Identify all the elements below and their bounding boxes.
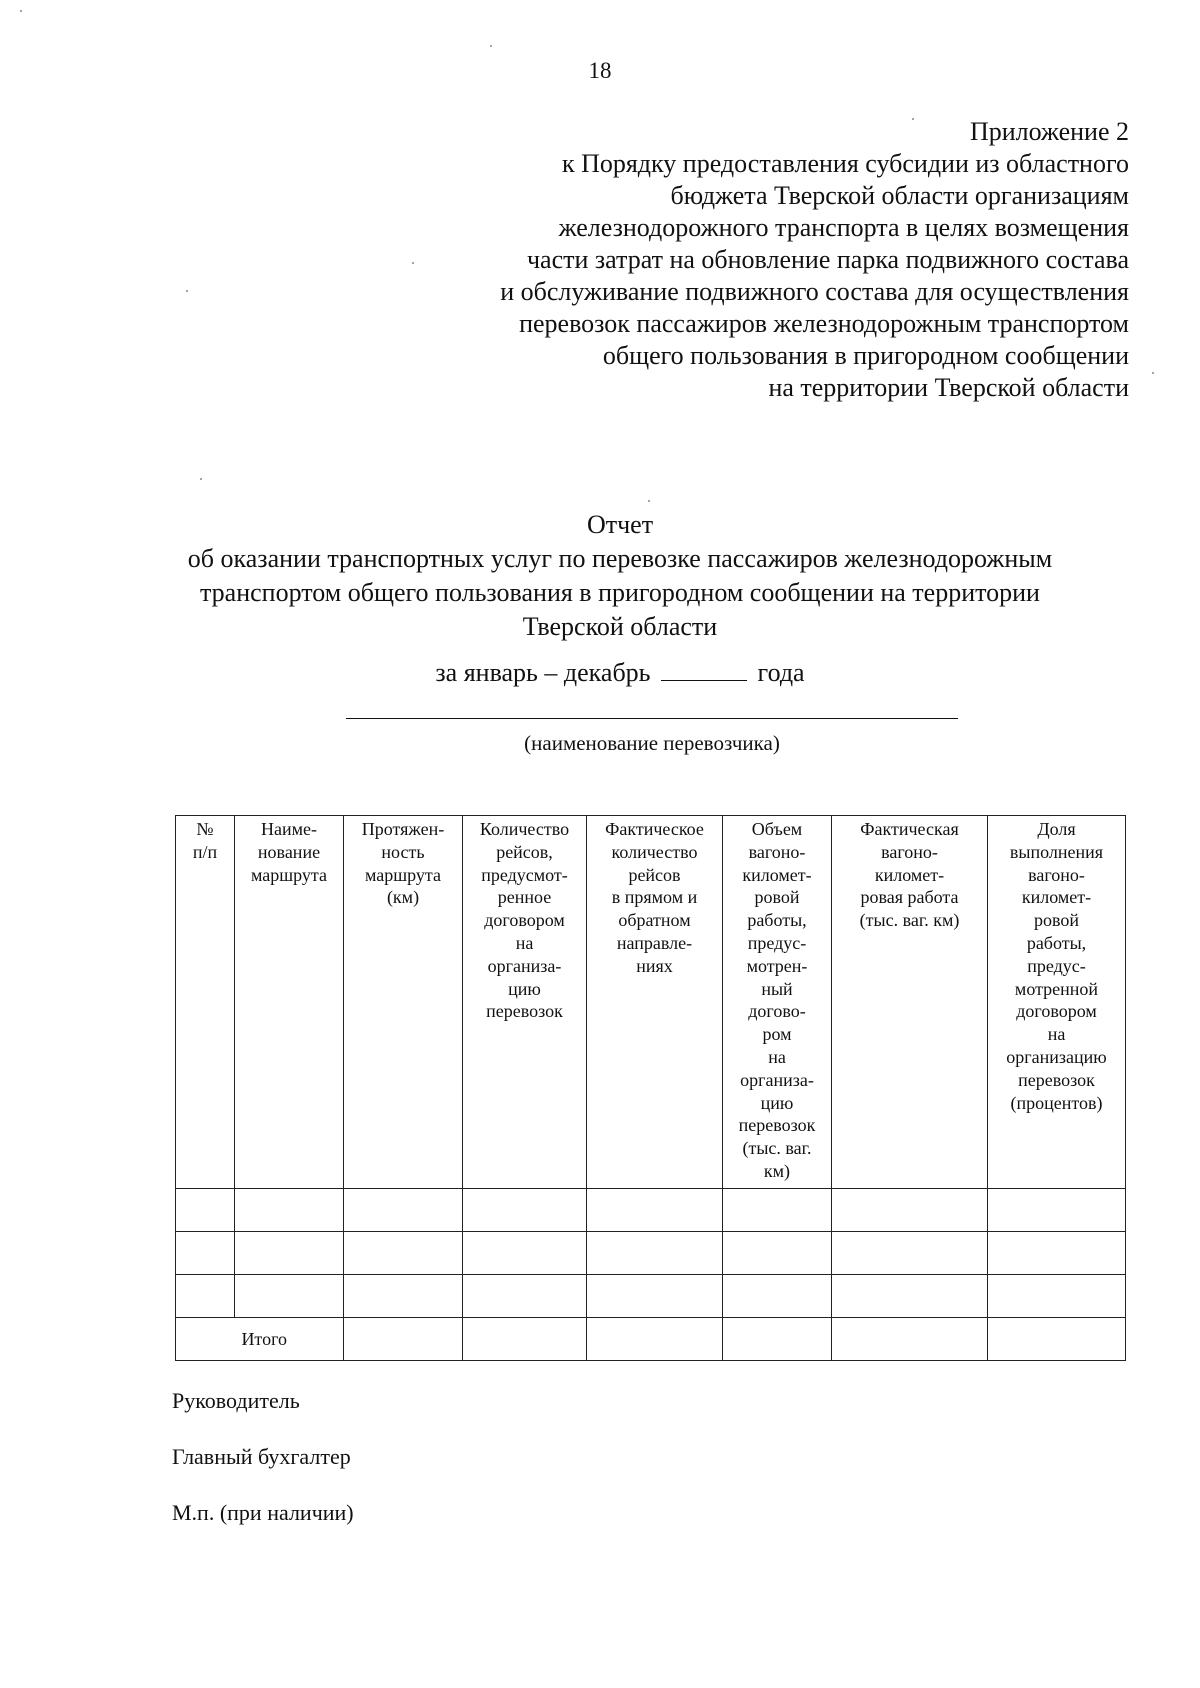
appendix-line: перевозок пассажиров железнодорожным транспортом [519,309,1129,338]
table-cell [176,1232,235,1275]
column-header-line: договором [484,910,565,931]
column-header-line: п/п [192,841,218,862]
column-header-line: направле- [616,932,693,953]
column-header-line: предус- [1027,955,1086,976]
report-period [150,658,1090,688]
column-header [988,816,1126,1189]
column-header-line: мотренной [1014,978,1099,999]
carrier-name-line [346,718,958,719]
table-cell [344,1232,463,1275]
column-header-line: вагоно- [1028,864,1085,885]
report-subtitle-line: Тверской области [522,612,718,641]
period-suffix: года [757,658,805,687]
appendix-line: и обслуживание подвижного состава для осуществления [500,277,1129,306]
page-number: 18 [588,58,612,83]
head-signature-label: Руководитель [172,1388,300,1413]
column-header-line: (тыс. ваг. [742,1138,812,1159]
table-cell [587,1232,723,1275]
table-cell [587,1318,723,1361]
appendix-line: общего пользования в пригородном сообщении [602,341,1129,370]
table-cell [235,1189,344,1232]
column-header-line: цию [760,1092,794,1113]
table-cell [723,1232,832,1275]
table-cell [235,1232,344,1275]
column-header-line: вагоно- [881,841,938,862]
period-prefix: за январь – декабрь [435,658,651,687]
table-cell [463,1318,587,1361]
scan-speck [20,10,22,12]
scan-speck [412,262,414,264]
table-header-row [176,816,1126,1189]
column-header-line: Протяжен- [361,819,445,839]
total-label: Итого [176,1318,344,1361]
table-cell [832,1318,988,1361]
column-header-line: работы, [1026,932,1087,953]
column-header-line: перевозок [738,1115,816,1136]
appendix-header [369,116,1129,404]
column-header [463,816,587,1189]
column-header-line: рейсов, [496,841,553,862]
table-cell [463,1232,587,1275]
column-header-line: цию [508,978,541,999]
table-cell [988,1232,1126,1275]
column-header-line: (тыс. ваг. км) [859,910,960,931]
table-cell [344,1275,463,1318]
table-row [176,1232,1126,1275]
column-header-line: № [196,819,214,839]
carrier-caption: (наименование перевозчика) [524,731,780,755]
column-header-line: на [1047,1024,1066,1045]
column-header [235,816,344,1189]
column-header-line: километ- [874,864,945,885]
report-title [150,508,1090,644]
column-header-line: километ- [1021,887,1092,908]
column-header-line: перевозок [486,1001,563,1022]
table-cell [988,1318,1126,1361]
column-header-line: ром [762,1024,792,1045]
table-cell [235,1275,344,1318]
column-header-line: Фактическое [605,819,704,839]
column-header-line: ровая работа [860,887,959,908]
scan-speck [648,500,650,502]
column-header-line: выполнения [1009,841,1104,862]
table-cell [723,1275,832,1318]
report-heading: Отчет [586,510,654,539]
column-header-line: ниях [636,955,673,976]
scan-speck [186,290,188,292]
column-header [723,816,832,1189]
table-cell [832,1189,988,1232]
appendix-line: Приложение 2 [969,117,1129,146]
column-header-line: работы, [747,910,807,931]
column-header-line: вагоно- [748,841,806,862]
column-header-line: в прямом и [611,887,698,908]
table-cell [176,1189,235,1232]
appendix-line: бюджета Тверской области организациям [670,181,1129,210]
column-header [344,816,463,1189]
appendix-line: к Порядку предоставления субсидии из областного [561,149,1129,178]
appendix-line: части затрат на обновление парка подвижного состава [526,245,1129,274]
column-header-line: (км) [386,887,420,908]
column-header-line: маршрута [251,864,327,885]
table-cell [344,1189,463,1232]
column-header-line: ность [381,841,425,862]
column-header-line: обратном [618,910,691,931]
column-header-line: ровой [1033,910,1079,931]
column-header-line: км) [763,1160,791,1181]
column-header-line: рейсов [628,864,681,885]
table-row [176,1275,1126,1318]
scan-speck [490,45,492,47]
table-cell [988,1275,1126,1318]
column-header-line: нование [257,841,321,862]
column-header-line: количество [611,841,698,862]
table-cell [723,1189,832,1232]
seal-label: М.п. (при наличии) [172,1500,354,1525]
column-header-line: ровой [754,887,800,908]
table-cell [988,1189,1126,1232]
column-header-line: ный [761,978,793,999]
column-header-line: Фактическая [860,819,959,839]
appendix-line: на территории Тверской области [768,373,1129,402]
column-header-line: мотрен- [746,955,808,976]
column-header-line: предусмот- [481,864,568,885]
column-header-line: маршрута [365,864,441,885]
report-table [175,815,1126,1361]
table-cell [344,1318,463,1361]
column-header-line: Наиме- [261,819,317,839]
column-header-line: Объем [751,819,803,839]
column-header-line: организа- [740,1069,814,1090]
column-header-line: перевозок [1018,1069,1095,1090]
column-header-line: организацию [1006,1046,1107,1067]
total-row [176,1318,1126,1361]
appendix-line: железнодорожного транспорта в целях возмещения [558,213,1129,242]
scan-speck [1152,372,1154,374]
column-header-line: на [768,1046,786,1067]
column-header-line: договором [1016,1001,1097,1022]
scan-speck [200,478,202,480]
table-cell [463,1275,587,1318]
report-subtitle-line: об оказании транспортных услуг по перевозке пассажиров железнодорожным [187,544,1053,573]
table-cell [832,1275,988,1318]
column-header-line: на [515,932,534,953]
column-header-line: предус- [747,932,807,953]
column-header-line: Количество [479,819,570,839]
column-header-line: ренное [497,887,552,908]
report-subtitle-line: транспортом общего пользования в пригородном сообщении на территории [200,578,1040,607]
table-row [176,1189,1126,1232]
table-cell [832,1232,988,1275]
chief-accountant-signature-label: Главный бухгалтер [172,1444,351,1469]
scan-speck [912,118,914,120]
column-header [176,816,235,1189]
year-blank [661,658,747,681]
column-header-line: километ- [742,864,812,885]
table-cell [587,1189,723,1232]
column-header-line: организа- [487,955,562,976]
table-cell [176,1275,235,1318]
column-header-line: догово- [748,1001,806,1022]
column-header-line: Доля [1037,819,1076,839]
table-cell [587,1275,723,1318]
signature-block [172,1388,354,1556]
column-header [587,816,723,1189]
column-header [832,816,988,1189]
column-header-line: (процентов) [1010,1092,1103,1113]
table-cell [723,1318,832,1361]
table-cell [463,1189,587,1232]
